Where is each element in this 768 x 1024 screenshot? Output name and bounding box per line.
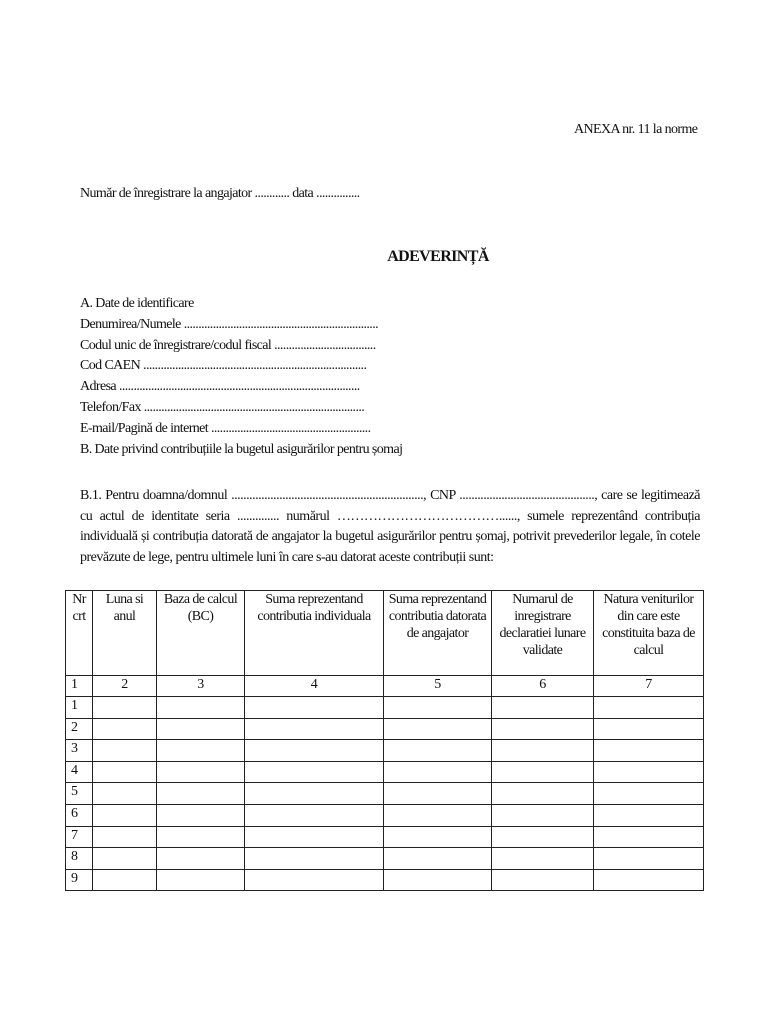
row-number-cell: 7 [66, 826, 93, 848]
row-number-cell: 8 [66, 848, 93, 870]
empty-cell [245, 761, 384, 783]
empty-cell [245, 848, 384, 870]
empty-cell [384, 869, 492, 891]
empty-cell [245, 826, 384, 848]
empty-cell [492, 804, 594, 826]
header-numar-inregistrare: Numarul de inregistrare declaratiei lunare validate [492, 591, 594, 676]
row-number-cell: 9 [66, 869, 93, 891]
empty-cell [245, 783, 384, 805]
header-baza-calcul: Baza de calcul (BC) [157, 591, 245, 676]
empty-cell [492, 783, 594, 805]
empty-cell [245, 718, 384, 740]
empty-cell [384, 718, 492, 740]
empty-cell [384, 740, 492, 762]
empty-cell [157, 697, 245, 719]
empty-cell [93, 804, 157, 826]
row-number-cell: 4 [66, 761, 93, 783]
row-number-cell: 6 [66, 804, 93, 826]
empty-cell [245, 740, 384, 762]
index-cell: 4 [245, 676, 384, 697]
header-luna-anul: Luna si anul [93, 591, 157, 676]
empty-cell [594, 804, 704, 826]
empty-cell [594, 761, 704, 783]
field-denumire: Denumirea/Numele ................................................................... [80, 316, 379, 332]
empty-cell [492, 848, 594, 870]
empty-cell [594, 783, 704, 805]
annex-label: ANEXA nr. 11 la norme [574, 122, 698, 137]
contributions-table [65, 590, 704, 891]
empty-cell [594, 718, 704, 740]
header-contributie-angajator: Suma reprezentand contributia datorata de angajator [384, 591, 492, 676]
registration-line: Număr de înregistrare la angajator ............ data ............... [80, 186, 360, 201]
empty-cell [384, 826, 492, 848]
empty-cell [384, 804, 492, 826]
section-b-heading: B. Date privind contribuțiile la bugetul asigurărilor pentru șomaj [80, 441, 403, 457]
table-row [66, 804, 704, 826]
row-number-cell: 1 [66, 697, 93, 719]
field-adresa: Adresa ................................................................................... [80, 379, 360, 395]
table-index-row [66, 676, 704, 697]
index-cell: 3 [157, 676, 245, 697]
empty-cell [157, 869, 245, 891]
empty-cell [157, 718, 245, 740]
empty-cell [384, 761, 492, 783]
empty-cell [93, 740, 157, 762]
contributions-paragraph: B.1. Pentru doamna/domnul ................................................................, CNP ............................................., care se legitimează cu actul de identitate seria .............. numărul ………………………………......, sumele reprezentând contribuția individuală și contribuția datorată de angajator la bugetul asigurărilor pentru șomaj, potrivit prevederilor legale, în cotele prevăzute de lege, pentru ultimele luni în care s-au datorat aceste contribuții sunt: [80, 488, 700, 565]
document-title: ADEVERINȚĂ [387, 248, 489, 265]
empty-cell [93, 718, 157, 740]
empty-cell [157, 826, 245, 848]
table-row [66, 848, 704, 870]
empty-cell [594, 740, 704, 762]
empty-cell [93, 826, 157, 848]
empty-cell [245, 869, 384, 891]
section-a [80, 294, 402, 460]
empty-cell [157, 783, 245, 805]
empty-cell [384, 848, 492, 870]
header-contributie-individuala: Suma reprezentand contributia individuala [245, 591, 384, 676]
empty-cell [492, 718, 594, 740]
field-email-web: E-mail/Pagină de internet ....................................................... [80, 420, 371, 436]
table-row [66, 826, 704, 848]
empty-cell [93, 783, 157, 805]
table-row [66, 697, 704, 719]
header-nr-crt: Nr crt [66, 591, 93, 676]
empty-cell [492, 826, 594, 848]
table-header-row [66, 591, 704, 676]
table-row [66, 740, 704, 762]
row-number-cell: 2 [66, 718, 93, 740]
empty-cell [245, 697, 384, 719]
field-cod-caen: Cod CAEN ............................................................................. [80, 358, 367, 374]
index-cell: 1 [66, 676, 93, 697]
row-number-cell: 5 [66, 783, 93, 805]
index-cell: 5 [384, 676, 492, 697]
empty-cell [492, 740, 594, 762]
header-natura-veniturilor: Natura veniturilor din care este constituita baza de calcul [594, 591, 704, 676]
section-a-heading: A. Date de identificare [80, 296, 194, 311]
empty-cell [93, 848, 157, 870]
empty-cell [157, 804, 245, 826]
empty-cell [245, 804, 384, 826]
empty-cell [93, 869, 157, 891]
empty-cell [384, 783, 492, 805]
empty-cell [157, 740, 245, 762]
empty-cell [594, 697, 704, 719]
field-cod-fiscal: Codul unic de înregistrare/codul fiscal ................................... [80, 337, 376, 353]
empty-cell [384, 697, 492, 719]
empty-cell [594, 848, 704, 870]
empty-cell [594, 826, 704, 848]
empty-cell [492, 869, 594, 891]
empty-cell [492, 761, 594, 783]
index-cell: 2 [93, 676, 157, 697]
table-row [66, 718, 704, 740]
empty-cell [492, 697, 594, 719]
table-row [66, 869, 704, 891]
empty-cell [93, 761, 157, 783]
empty-cell [93, 697, 157, 719]
index-cell: 7 [594, 676, 704, 697]
row-number-cell: 3 [66, 740, 93, 762]
index-cell: 6 [492, 676, 594, 697]
field-telefon-fax: Telefon/Fax ............................................................................ [80, 399, 365, 415]
empty-cell [157, 761, 245, 783]
table-row [66, 783, 704, 805]
empty-cell [594, 869, 704, 891]
table-row [66, 761, 704, 783]
empty-cell [157, 848, 245, 870]
